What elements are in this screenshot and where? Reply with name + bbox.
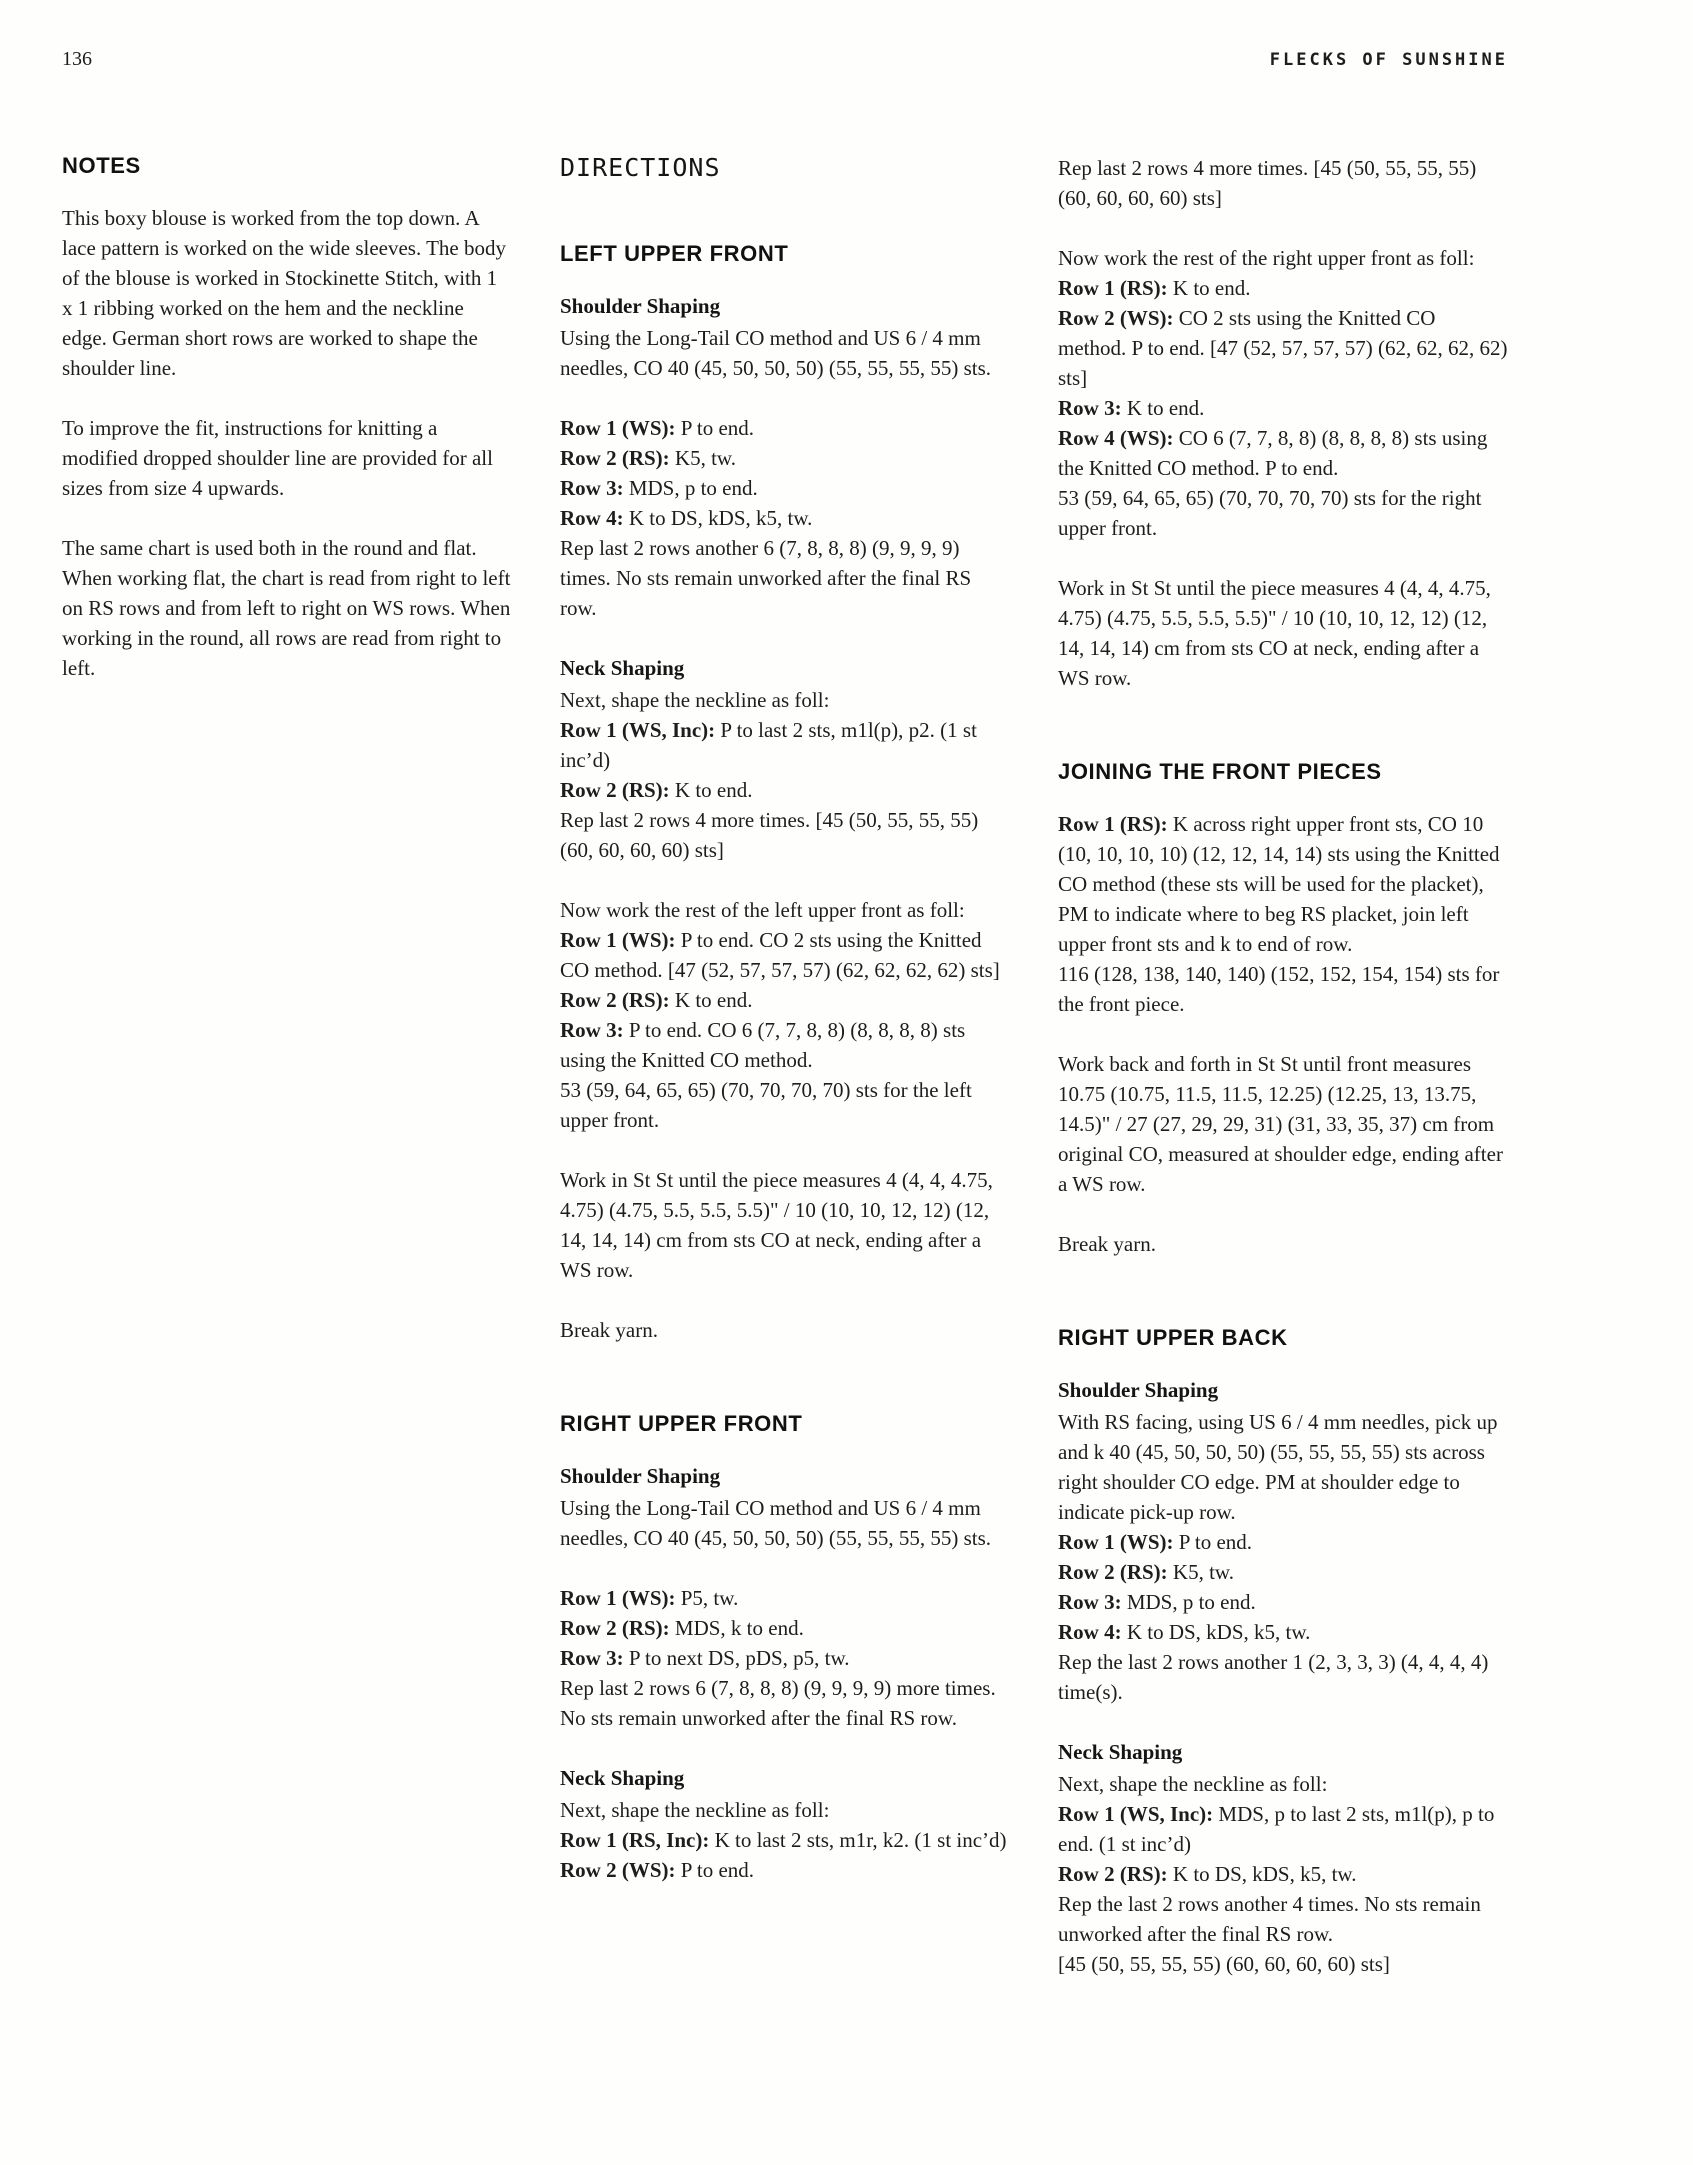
text-line: [560, 1643, 1010, 1673]
body-text: Rep last 2 rows another 6 (7, 8, 8, 8) (9, 9, 9, 9) times. No sts remain unworked after the final RS row.: [560, 536, 972, 620]
body-text: Break yarn.: [560, 1318, 658, 1342]
text-line: [1058, 809, 1508, 959]
text-line: [560, 413, 1010, 443]
page-header: [62, 48, 1508, 71]
row-label: Row 1 (RS):: [1058, 812, 1168, 836]
body-text: Next, shape the neckline as foll:: [560, 688, 830, 712]
text-line: [1058, 153, 1508, 213]
body-text: CO 2 sts using the Knitted CO method. P to end. [47 (52, 57, 57, 57) (62, 62, 62, 62) sts]: [1058, 306, 1508, 390]
row-label: Row 3:: [560, 1646, 624, 1670]
subsection-heading: Neck Shaping: [560, 656, 685, 680]
body-text: 53 (59, 64, 65, 65) (70, 70, 70, 70) sts for the right upper front.: [1058, 486, 1482, 540]
subsection-heading: Neck Shaping: [1058, 1740, 1183, 1764]
row-label: Row 4 (WS):: [1058, 426, 1174, 450]
text-line: [1058, 1799, 1508, 1859]
body-text: P to end.: [1173, 1530, 1253, 1554]
body-text: K to end.: [1167, 276, 1251, 300]
text-line: [560, 985, 1010, 1015]
paragraph-group: [62, 413, 512, 503]
text-line: [1058, 1617, 1508, 1647]
row-label: Row 1 (WS, Inc):: [1058, 1802, 1214, 1826]
text-line: [560, 1075, 1010, 1135]
section-heading: JOINING THE FRONT PIECES: [1058, 759, 1382, 784]
row-label: Row 1 (RS, Inc):: [560, 1828, 710, 1852]
text-line: [1058, 1889, 1508, 1949]
body-text: P to next DS, pDS, p5, tw.: [623, 1646, 850, 1670]
paragraph-group: [560, 1493, 1010, 1553]
row-label: Row 2 (WS):: [1058, 306, 1174, 330]
body-text: P to end.: [675, 1858, 755, 1882]
body-text: P to end. CO 6 (7, 7, 8, 8) (8, 8, 8, 8) sts using the Knitted CO method.: [560, 1018, 966, 1072]
text-line: [560, 715, 1010, 775]
text-line: [1058, 393, 1508, 423]
content-columns: [62, 153, 1508, 2009]
paragraph-group: [560, 323, 1010, 383]
body-text: [45 (50, 55, 55, 55) (60, 60, 60, 60) sts]: [1058, 1952, 1390, 1976]
body-text: Break yarn.: [1058, 1232, 1156, 1256]
text-line: [62, 533, 512, 683]
text-line: [560, 1315, 1010, 1345]
body-text: P to last 2 sts, m1l(p), p2. (1 st inc’d): [560, 718, 977, 772]
text-line: [1058, 959, 1508, 1019]
row-label: Row 3:: [1058, 1590, 1122, 1614]
text-line: [1058, 273, 1508, 303]
body-text: K to end.: [1121, 396, 1205, 420]
body-text: Work back and forth in St St until front measures 10.75 (10.75, 11.5, 11.5, 12.25) (12.25, 13, 13.75, 14.5)" / 27 (27, 29, 29, 31) (31, 33, 35, 37) cm from original CO, measured at shoulder edge, ending after a WS row.: [1058, 1052, 1503, 1196]
body-text: To improve the fit, instructions for knitting a modified dropped shoulder line are provided for all sizes from size 4 upwards.: [62, 416, 493, 500]
text-line: [560, 1673, 1010, 1733]
body-text: The same chart is used both in the round and flat. When working flat, the chart is read from right to left on RS rows and from left to right on WS rows. When working in the round, all rows are read from right to left.: [62, 536, 511, 680]
paragraph-group: [1058, 1229, 1508, 1259]
row-label: Row 2 (WS):: [560, 1858, 676, 1882]
body-text: P to end.: [675, 416, 755, 440]
text-line: [1058, 1049, 1508, 1199]
text-line: [1058, 1769, 1508, 1799]
subsection-heading: Shoulder Shaping: [560, 1464, 721, 1488]
text-line: [62, 413, 512, 503]
paragraph-group: [1058, 1049, 1508, 1199]
paragraph-group: [1058, 1769, 1508, 1979]
section-heading: RIGHT UPPER BACK: [1058, 1325, 1288, 1350]
text-line: [1058, 303, 1508, 393]
body-text: MDS, p to end.: [623, 476, 758, 500]
row-label: Row 3:: [1058, 396, 1122, 420]
row-label: Row 1 (WS, Inc):: [560, 718, 716, 742]
row-label: Row 4:: [560, 506, 624, 530]
body-text: Rep last 2 rows 6 (7, 8, 8, 8) (9, 9, 9, 9) more times. No sts remain unworked after the final RS row.: [560, 1676, 996, 1730]
body-text: 53 (59, 64, 65, 65) (70, 70, 70, 70) sts for the left upper front.: [560, 1078, 972, 1132]
row-label: Row 1 (WS):: [1058, 1530, 1174, 1554]
row-label: Row 1 (RS):: [1058, 276, 1168, 300]
text-line: [560, 805, 1010, 865]
row-label: Row 3:: [560, 1018, 624, 1042]
text-line: [560, 1165, 1010, 1285]
paragraph-group: [1058, 1407, 1508, 1707]
body-text: Work in St St until the piece measures 4 (4, 4, 4.75, 4.75) (4.75, 5.5, 5.5, 5.5)" / 10 (10, 10, 12, 12) (12, 14, 14, 14) cm from sts CO at neck, ending after a WS row.: [560, 1168, 993, 1282]
body-text: MDS, p to last 2 sts, m1l(p), p to end. (1 st inc’d): [1058, 1802, 1495, 1856]
text-line: [1058, 1557, 1508, 1587]
body-text: Now work the rest of the right upper front as foll:: [1058, 246, 1475, 270]
paragraph-group: [560, 1583, 1010, 1733]
body-text: K to last 2 sts, m1r, k2. (1 st inc’d): [709, 1828, 1007, 1852]
text-line: [1058, 1859, 1508, 1889]
text-line: [1058, 1229, 1508, 1259]
paragraph-group: [62, 203, 512, 383]
body-text: Rep the last 2 rows another 1 (2, 3, 3, 3) (4, 4, 4, 4) time(s).: [1058, 1650, 1489, 1704]
body-text: K to end.: [669, 988, 753, 1012]
text-line: [560, 925, 1010, 985]
body-text: MDS, p to end.: [1121, 1590, 1256, 1614]
body-text: This boxy blouse is worked from the top down. A lace pattern is worked on the wide sleeves. The body of the blouse is worked in Stockinette Stitch, with 1 x 1 ribbing worked on the hem and the neckline edge. German short rows are worked to shape the shoulder line.: [62, 206, 506, 380]
text-line: [560, 1855, 1010, 1885]
text-line: [560, 1493, 1010, 1553]
body-text: P5, tw.: [675, 1586, 739, 1610]
paragraph-group: [560, 1165, 1010, 1285]
body-text: Work in St St until the piece measures 4 (4, 4, 4.75, 4.75) (4.75, 5.5, 5.5, 5.5)" / 10 (10, 10, 12, 12) (12, 14, 14, 14) cm from sts CO at neck, ending after a WS row.: [1058, 576, 1491, 690]
text-line: [560, 685, 1010, 715]
row-label: Row 1 (WS):: [560, 416, 676, 440]
text-line: [1058, 1407, 1508, 1527]
row-label: Row 3:: [560, 476, 624, 500]
text-line: [560, 775, 1010, 805]
book-title: FLECKS OF SUNSHINE: [1269, 50, 1508, 70]
body-text: Next, shape the neckline as foll:: [1058, 1772, 1328, 1796]
body-text: 116 (128, 138, 140, 140) (152, 152, 154, 154) sts for the front piece.: [1058, 962, 1500, 1016]
text-line: [560, 1795, 1010, 1825]
body-text: K5, tw.: [1167, 1560, 1234, 1584]
row-label: Row 2 (RS):: [560, 778, 670, 802]
text-line: [560, 323, 1010, 383]
text-line: [1058, 573, 1508, 693]
row-label: Row 2 (RS):: [1058, 1862, 1168, 1886]
row-label: Row 2 (RS):: [1058, 1560, 1168, 1584]
body-text: CO 6 (7, 7, 8, 8) (8, 8, 8, 8) sts using the Knitted CO method. P to end.: [1058, 426, 1488, 480]
text-line: [560, 443, 1010, 473]
body-text: Rep the last 2 rows another 4 times. No sts remain unworked after the final RS row.: [1058, 1892, 1481, 1946]
body-text: Using the Long-Tail CO method and US 6 / 4 mm needles, CO 40 (45, 50, 50, 50) (55, 55, 55, 55) sts.: [560, 1496, 992, 1550]
text-line: [560, 473, 1010, 503]
body-text: Rep last 2 rows 4 more times. [45 (50, 55, 55, 55) (60, 60, 60, 60) sts]: [1058, 156, 1477, 210]
body-text: K to end.: [669, 778, 753, 802]
text-line: [1058, 423, 1508, 483]
body-text: Now work the rest of the left upper front as foll:: [560, 898, 965, 922]
text-line: [1058, 483, 1508, 543]
body-text: Rep last 2 rows 4 more times. [45 (50, 55, 55, 55) (60, 60, 60, 60) sts]: [560, 808, 979, 862]
text-line: [560, 895, 1010, 925]
row-label: Row 1 (WS):: [560, 1586, 676, 1610]
paragraph-group: [560, 1795, 1010, 1885]
page-number: 136: [62, 48, 92, 70]
text-line: [1058, 1587, 1508, 1617]
paragraph-group: [560, 413, 1010, 623]
body-text: Next, shape the neckline as foll:: [560, 1798, 830, 1822]
text-line: [1058, 1647, 1508, 1707]
paragraph-group: [1058, 243, 1508, 543]
paragraph-group: [560, 685, 1010, 865]
paragraph-group: [1058, 153, 1508, 213]
subsection-heading: Shoulder Shaping: [560, 294, 721, 318]
directions-heading: DIRECTIONS: [560, 153, 721, 182]
row-label: Row 2 (RS):: [560, 446, 670, 470]
text-line: [560, 1583, 1010, 1613]
column-directions-left: [560, 153, 1010, 2009]
section-heading: NOTES: [62, 153, 141, 178]
body-text: K to DS, kDS, k5, tw.: [1167, 1862, 1357, 1886]
text-line: [560, 1825, 1010, 1855]
text-line: [1058, 1527, 1508, 1557]
paragraph-group: [560, 1315, 1010, 1345]
body-text: P to end. CO 2 sts using the Knitted CO method. [47 (52, 57, 57, 57) (62, 62, 62, 62) sts]: [560, 928, 1000, 982]
body-text: With RS facing, using US 6 / 4 mm needles, pick up and k 40 (45, 50, 50, 50) (55, 55, 55, 55) sts across right shoulder CO edge. PM at shoulder edge to indicate pick-up row.: [1058, 1410, 1498, 1524]
column-directions-right: [1058, 153, 1508, 2009]
text-line: [560, 503, 1010, 533]
text-line: [62, 203, 512, 383]
text-line: [560, 1613, 1010, 1643]
paragraph-group: [560, 895, 1010, 1135]
row-label: Row 1 (WS):: [560, 928, 676, 952]
subsection-heading: Shoulder Shaping: [1058, 1378, 1219, 1402]
body-text: Using the Long-Tail CO method and US 6 / 4 mm needles, CO 40 (45, 50, 50, 50) (55, 55, 55, 55) sts.: [560, 326, 992, 380]
paragraph-group: [1058, 573, 1508, 693]
paragraph-group: [62, 533, 512, 683]
text-line: [1058, 243, 1508, 273]
text-line: [560, 1015, 1010, 1075]
subsection-heading: Neck Shaping: [560, 1766, 685, 1790]
text-line: [1058, 1949, 1508, 1979]
body-text: K5, tw.: [669, 446, 736, 470]
row-label: Row 2 (RS):: [560, 988, 670, 1012]
row-label: Row 2 (RS):: [560, 1616, 670, 1640]
body-text: K across right upper front sts, CO 10 (10, 10, 10, 10) (12, 12, 14, 14) sts using the Knitted CO method (these sts will be used for the placket), PM to indicate where to beg RS placket, join left upper front sts and k to end of row.: [1058, 812, 1500, 956]
body-text: K to DS, kDS, k5, tw.: [1121, 1620, 1311, 1644]
section-heading: LEFT UPPER FRONT: [560, 241, 789, 266]
paragraph-group: [1058, 809, 1508, 1019]
body-text: K to DS, kDS, k5, tw.: [623, 506, 813, 530]
row-label: Row 4:: [1058, 1620, 1122, 1644]
text-line: [560, 533, 1010, 623]
section-heading: RIGHT UPPER FRONT: [560, 1411, 803, 1436]
column-notes: [62, 153, 512, 2009]
body-text: MDS, k to end.: [669, 1616, 804, 1640]
